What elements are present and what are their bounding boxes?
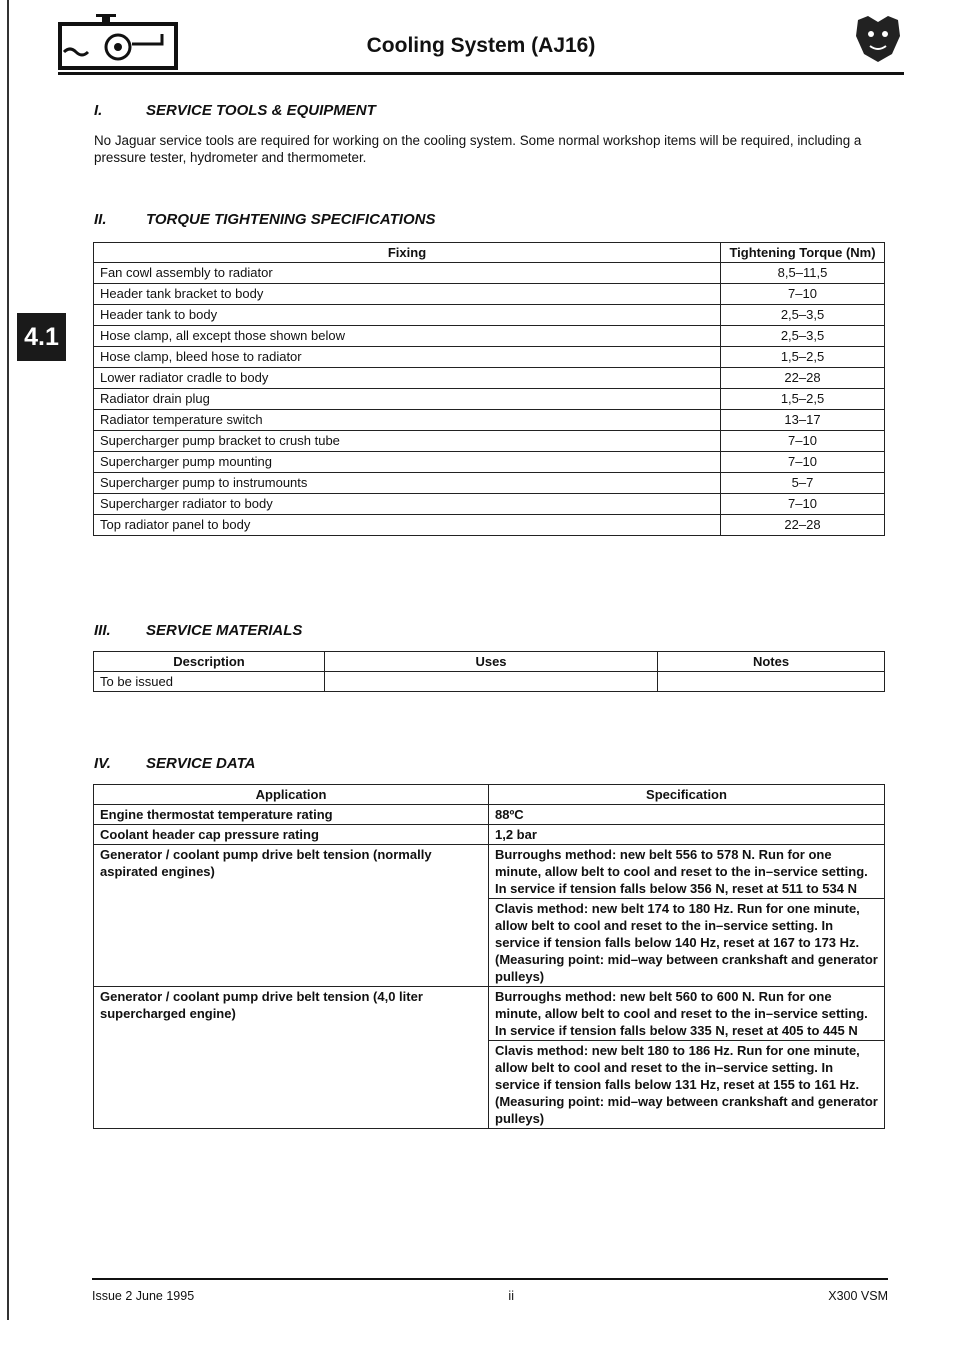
table-row: Clavis method: new belt 180 to 186 Hz. Run for one minute, allow belt to cool and reset to the in–service setting. In service if tension falls below 131 Hz, reset at 155 to 161 Hz. (Measuring point: mid–way between crankshaft and generator pulleys) bbox=[94, 1041, 885, 1129]
document-code: X300 VSM bbox=[828, 1289, 888, 1303]
table-row: Clavis method: new belt 174 to 180 Hz. Run for one minute, allow belt to cool and reset to the in–service setting. In service if tension falls below 140 Hz, reset at 167 to 173 Hz. (Measuring point: mid–way between crankshaft and generator pulleys) bbox=[94, 899, 885, 987]
col-notes: Notes bbox=[658, 652, 885, 672]
table-row: Fan cowl assembly to radiator 8,5–11,5 bbox=[94, 263, 885, 284]
page-header bbox=[58, 14, 904, 72]
table-row: To be issued bbox=[94, 672, 885, 692]
section-heading-materials: III. SERVICE MATERIALS bbox=[94, 622, 303, 639]
footer-rule bbox=[92, 1278, 888, 1280]
service-data-table bbox=[93, 784, 885, 1129]
table-row: Supercharger pump bracket to crush tube 7–10 bbox=[94, 431, 885, 452]
table-row: Radiator drain plug 1,5–2,5 bbox=[94, 389, 885, 410]
tools-paragraph: No Jaguar service tools are required for working on the cooling system. Some normal workshop items will be required, including a pressure tester, hydrometer and thermometer. bbox=[94, 133, 862, 165]
issue-date: Issue 2 June 1995 bbox=[92, 1289, 195, 1303]
col-fixing: Fixing bbox=[94, 243, 721, 263]
table-row: Hose clamp, bleed hose to radiator 1,5–2,5 bbox=[94, 347, 885, 368]
table-row: Header tank bracket to body 7–10 bbox=[94, 284, 885, 305]
table-row: Lower radiator cradle to body 22–28 bbox=[94, 368, 885, 389]
col-description: Description bbox=[94, 652, 325, 672]
table-row: Generator / coolant pump drive belt tension (4,0 liter supercharged engine) Burroughs method: new belt 560 to 600 N. Run for one minute, allow belt to cool and reset to the in–service setting. In service if tension falls below 335 N, reset at 405 to 445 N bbox=[94, 987, 885, 1041]
page-number: ii bbox=[508, 1289, 514, 1303]
col-torque: Tightening Torque (Nm) bbox=[721, 243, 885, 263]
section-heading-tools: I. SERVICE TOOLS & EQUIPMENT bbox=[94, 102, 376, 119]
table-row: Supercharger pump to instrumounts 5–7 bbox=[94, 473, 885, 494]
table-row: Top radiator panel to body 22–28 bbox=[94, 515, 885, 536]
table-row: Radiator temperature switch 13–17 bbox=[94, 410, 885, 431]
jaguar-emblem-icon bbox=[852, 14, 904, 64]
col-specification: Specification bbox=[489, 785, 885, 805]
table-row: Hose clamp, all except those shown below 2,5–3,5 bbox=[94, 326, 885, 347]
table-row: Header tank to body 2,5–3,5 bbox=[94, 305, 885, 326]
page-footer bbox=[92, 1278, 888, 1303]
col-application: Application bbox=[94, 785, 489, 805]
header-rule bbox=[58, 72, 904, 75]
table-row: Generator / coolant pump drive belt tension (normally aspirated engines) Burroughs method: new belt 556 to 578 N. Run for one minute, allow belt to cool and reset to the in–service setting. In service if tension falls below 356 N, reset at 511 to 534 N bbox=[94, 845, 885, 899]
page-edge-line bbox=[7, 0, 9, 1320]
section-heading-service-data: IV. SERVICE DATA bbox=[94, 755, 256, 772]
page-title: Cooling System (AJ16) bbox=[366, 34, 596, 57]
materials-table bbox=[93, 651, 885, 692]
table-row: Supercharger radiator to body 7–10 bbox=[94, 494, 885, 515]
section-tab: 4.1 bbox=[17, 313, 66, 361]
col-uses: Uses bbox=[325, 652, 658, 672]
section-heading-torque: II. TORQUE TIGHTENING SPECIFICATIONS bbox=[94, 211, 436, 228]
table-row: Supercharger pump mounting 7–10 bbox=[94, 452, 885, 473]
table-row: Engine thermostat temperature rating 88ºC bbox=[94, 805, 885, 825]
torque-table bbox=[93, 242, 885, 536]
table-row: Coolant header cap pressure rating 1,2 bar bbox=[94, 825, 885, 845]
